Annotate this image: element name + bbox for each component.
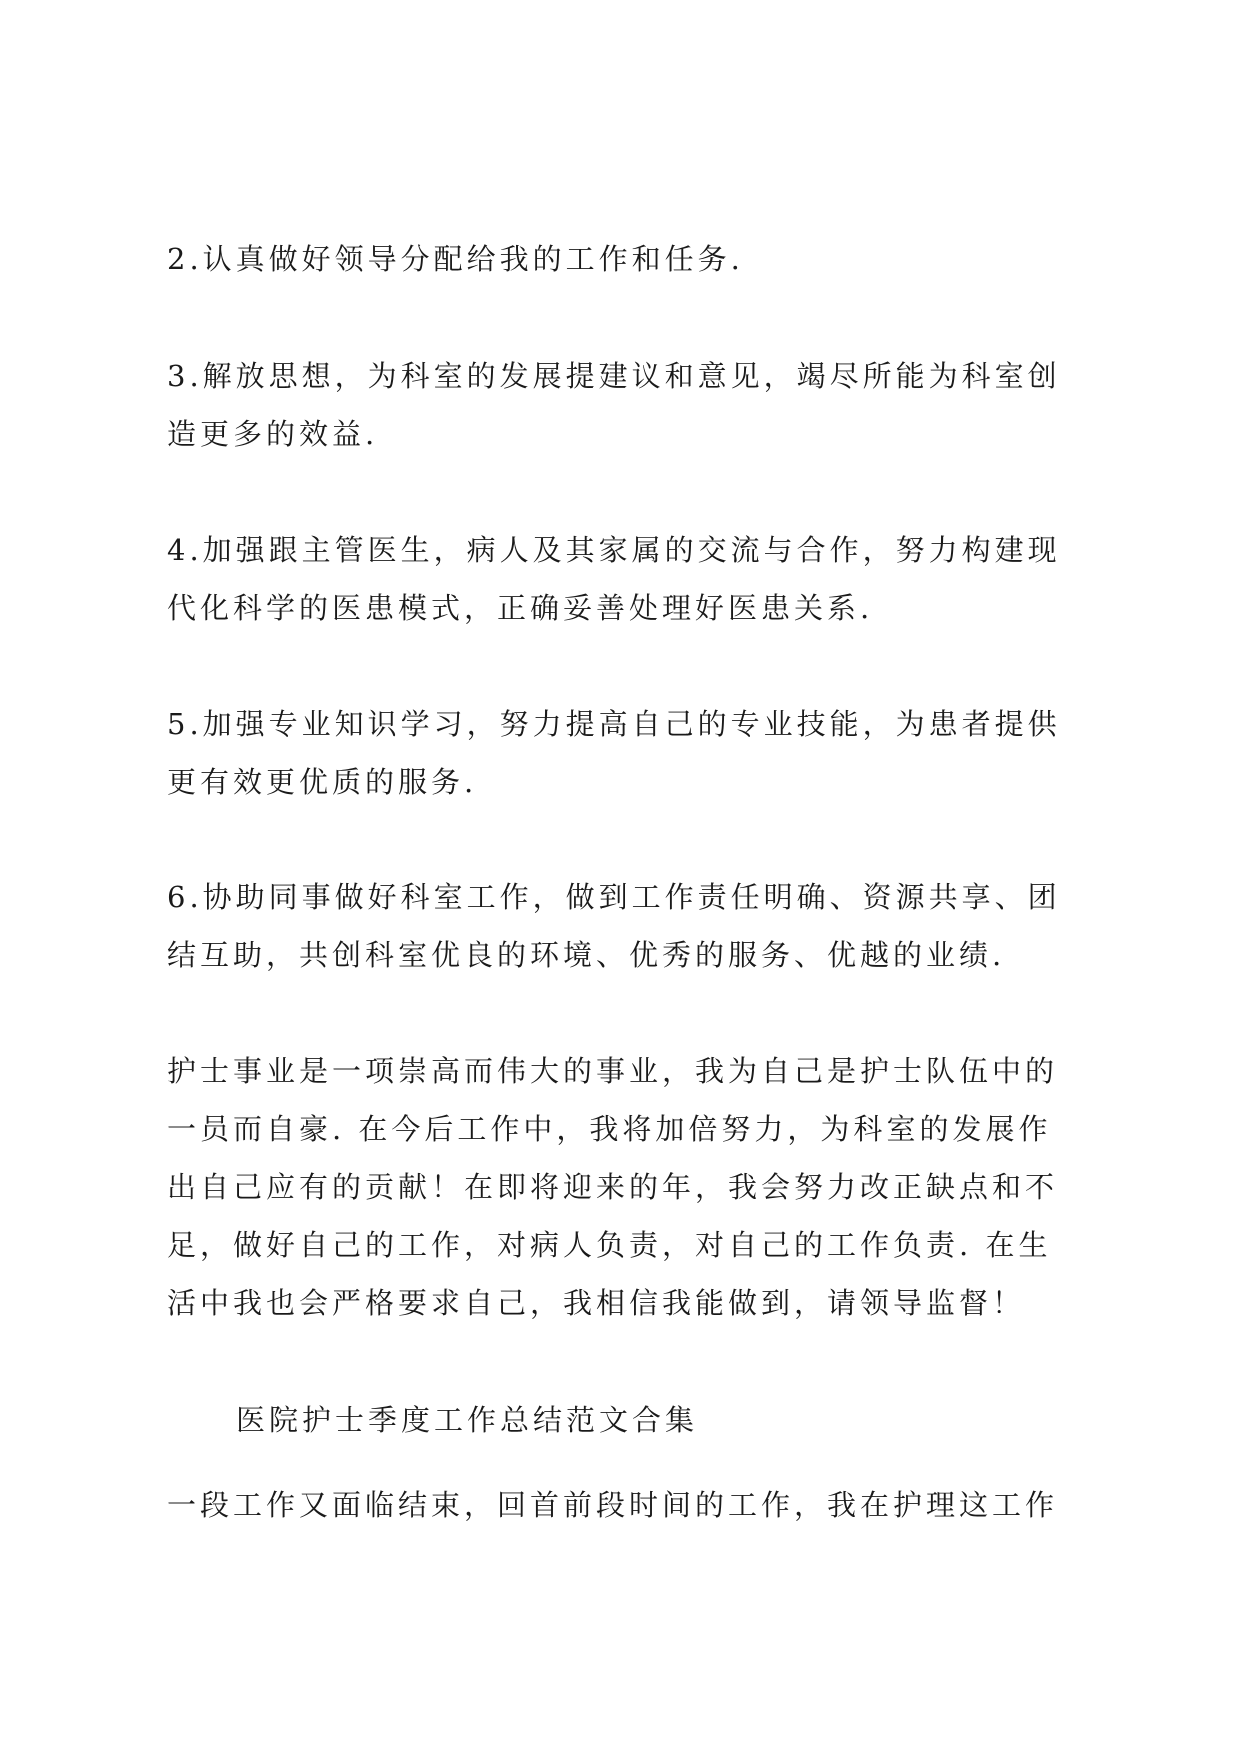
text-line: 一段工作又面临结束，回首前段时间的工作，我在护理这工作 [167,1488,1059,1522]
paragraph-item-2 [167,230,1072,288]
text-line: 结互助，共创科室优良的环境、优秀的服务、优越的业绩. [167,938,1006,972]
text-line: 一员而自豪. 在今后工作中，我将加倍努力，为科室的发展作 [167,1112,1052,1146]
paragraph-item-3 [167,347,1072,463]
paragraph-item-4 [167,521,1072,637]
text-line: 2.认真做好领导分配给我的工作和任务. [167,242,744,276]
section-title: 医院护士季度工作总结范文合集 [236,1403,699,1437]
text-line: 足，做好自己的工作，对病人负责，对自己的工作负责. 在生 [167,1228,1052,1262]
paragraph-item-5 [167,695,1072,811]
text-line: 出自己应有的贡献！在即将迎来的年，我会努力改正缺点和不 [167,1170,1059,1204]
paragraph-closing [167,1042,1072,1332]
text-line: 3.解放思想，为科室的发展提建议和意见，竭尽所能为科室创 [167,359,1061,393]
text-line: 6.协助同事做好科室工作，做到工作责任明确、资源共享、团 [167,880,1061,914]
paragraph-item-6 [167,868,1072,984]
text-line: 更有效更优质的服务. [167,765,478,799]
paragraph-intro [167,1476,1072,1534]
text-line: 护士事业是一项崇高而伟大的事业，我为自己是护士队伍中的 [167,1054,1059,1088]
text-line: 活中我也会严格要求自己，我相信我能做到，请领导监督！ [167,1286,1026,1320]
text-line: 代化科学的医患模式，正确妥善处理好医患关系. [167,591,874,625]
text-line: 造更多的效益. [167,417,379,451]
text-line: 5.加强专业知识学习，努力提高自己的专业技能，为患者提供 [167,707,1061,741]
text-line: 4.加强跟主管医生，病人及其家属的交流与合作，努力构建现 [167,533,1061,567]
